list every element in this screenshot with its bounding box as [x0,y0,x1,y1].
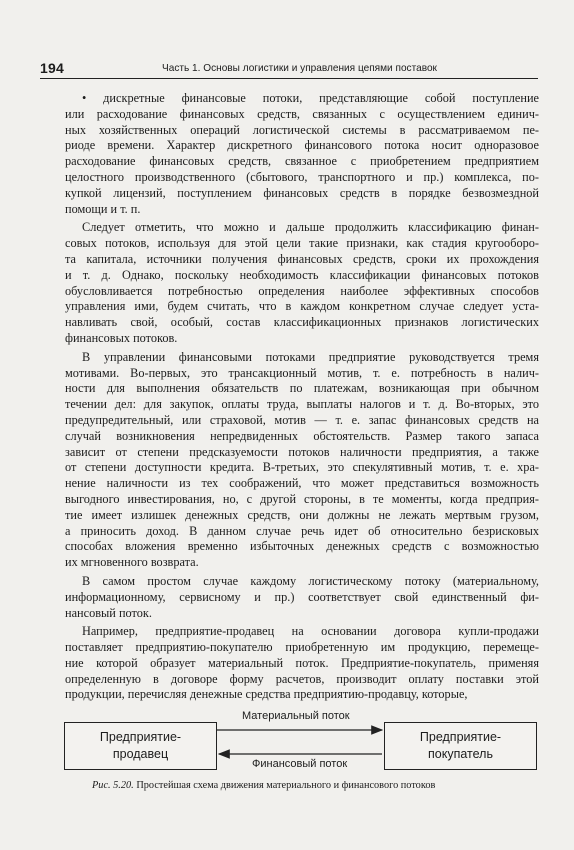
text-line: их мгновенного возврата. [65,555,199,570]
text-line: и т. д. Однако, поскольку необходимость классификации финансовых потоков [65,267,539,282]
text-line: В управлении финансовыми потоками предприятие руководствуется тремя [82,349,539,364]
text-line: нансовый поток. [65,605,152,620]
body-text [65,91,539,706]
text-line: помощи и т. п. [65,201,141,216]
text-line: та капитала, источники получения финансовых средств, сроки их прохождения [65,251,539,266]
text-line: выгодного инвестирования, но, с другой стороны, в те моменты, когда предприя- [65,491,539,506]
text-line: ных хозяйственных операций логистической системы в рассматриваемом пе- [65,122,539,137]
text-line: • дискретные финансовые потоки, представляющие собой поступление [82,91,539,105]
running-head: Часть 1. Основы логистики и управления цепями поставок [162,62,437,74]
text-line: В самом простом случае каждому логистическому потоку (материальному, [82,573,539,588]
text-line: риоде времени. Характер дискретного финансового потока носит одноразовое [65,138,539,153]
text-line: ние которой образует материальный поток. Предприятие-покупатель, применяя [65,655,539,670]
text-line: расходование финансовых средств, связанное с приобретением предприятием [65,154,539,169]
page-number: 194 [40,60,64,76]
text-line: поставляет предприятию-покупателю приобретенную им продукцию, перемеще- [65,640,539,655]
paragraph [65,624,539,703]
financial-flow-label: Финансовый поток [252,758,348,770]
text-line: нение наличности из тех соображений, что может представиться возможность [65,476,539,491]
text-line: целостного производственного (сбытового, транспортного и пр.) комплекса, по- [65,169,539,184]
figure-caption-text: Простейшая схема движения материального и финансового потоков [136,780,436,791]
text-line: информационному, сервисному и пр.) соответствует свой единственный фи- [65,589,539,604]
paragraph [65,574,539,621]
page-header [40,60,538,79]
flow-arrows [62,710,540,772]
text-line: или расходование финансовых средств, связанных с осуществлением единич- [65,106,539,121]
buyer-box-line-1: Предприятие- [419,730,502,744]
paragraph [65,350,539,571]
text-line: управления ими, будем считать, что в каждом конкретном случае следует уста- [65,299,539,314]
text-line: от степени доступности кредита. В-третьих, это спекулятивный мотив, т. е. хра- [65,460,539,475]
flow-diagram [62,710,540,772]
text-line: Например, предприятие-продавец на основании договора купли-продажи [82,624,539,639]
text-line: ности для выполнения обязательств по платежам, возникающая при обычном [65,381,539,396]
seller-box-line-1: Предприятие- [99,730,182,744]
text-line: продукции, перечисляя денежные средства предприятию-продавцу, которые, [65,687,468,702]
text-line: финансовых потоков. [65,330,178,345]
seller-box-line-2: продавец [112,747,169,761]
text-line: тие имеет излишек денежных средств, они должны не лежать мертвым грузом, [65,507,539,522]
text-line: мотивами. Во-первых, это трансакционный мотив, т. е. потребность в налич- [65,365,539,380]
buyer-box-line-2: покупатель [428,747,493,761]
text-line: купкой лицензий, поступлением финансовых средств в порядке безвозмездной [65,185,539,200]
text-line: а приносить доход. В данном случае речь идет об относительно безрисковых [65,523,539,538]
text-line: зависит от степени предсказуемости потоков наличности предприятия, а также [65,444,539,459]
paragraph [65,91,539,217]
text-line: предупредительный, или страховой, мотив — т. е. запас финансовых средств на [65,412,539,427]
figure-number: Рис. 5.20. [92,780,134,791]
paragraph [65,220,539,346]
text-line: совых потоков, используя для этой цели такие признаки, как стадия кругооборо- [65,236,539,251]
text-line: течении дел: для закупок, оплаты труда, выплаты налогов и т. д. Во-вторых, это [65,397,539,412]
text-line: Следует отметить, что можно и дальше продолжить классификацию финан- [82,220,539,235]
figure-caption [92,780,512,791]
text-line: обусловливается потребностью определения наиболее эффективных способов [65,283,539,298]
material-flow-label: Материальный поток [242,710,350,722]
text-line: определенную в договоре форму расчетов, производит оплату поставки этой [65,671,539,686]
text-line: случай возникновения непредвиденных обстоятельств. Размер такого запаса [65,428,539,443]
text-line: способах вложения временно избыточных денежных средств с возможностью [65,539,539,554]
text-line: навливать свой, особый, состав классификационных признаков логистических [65,315,539,330]
